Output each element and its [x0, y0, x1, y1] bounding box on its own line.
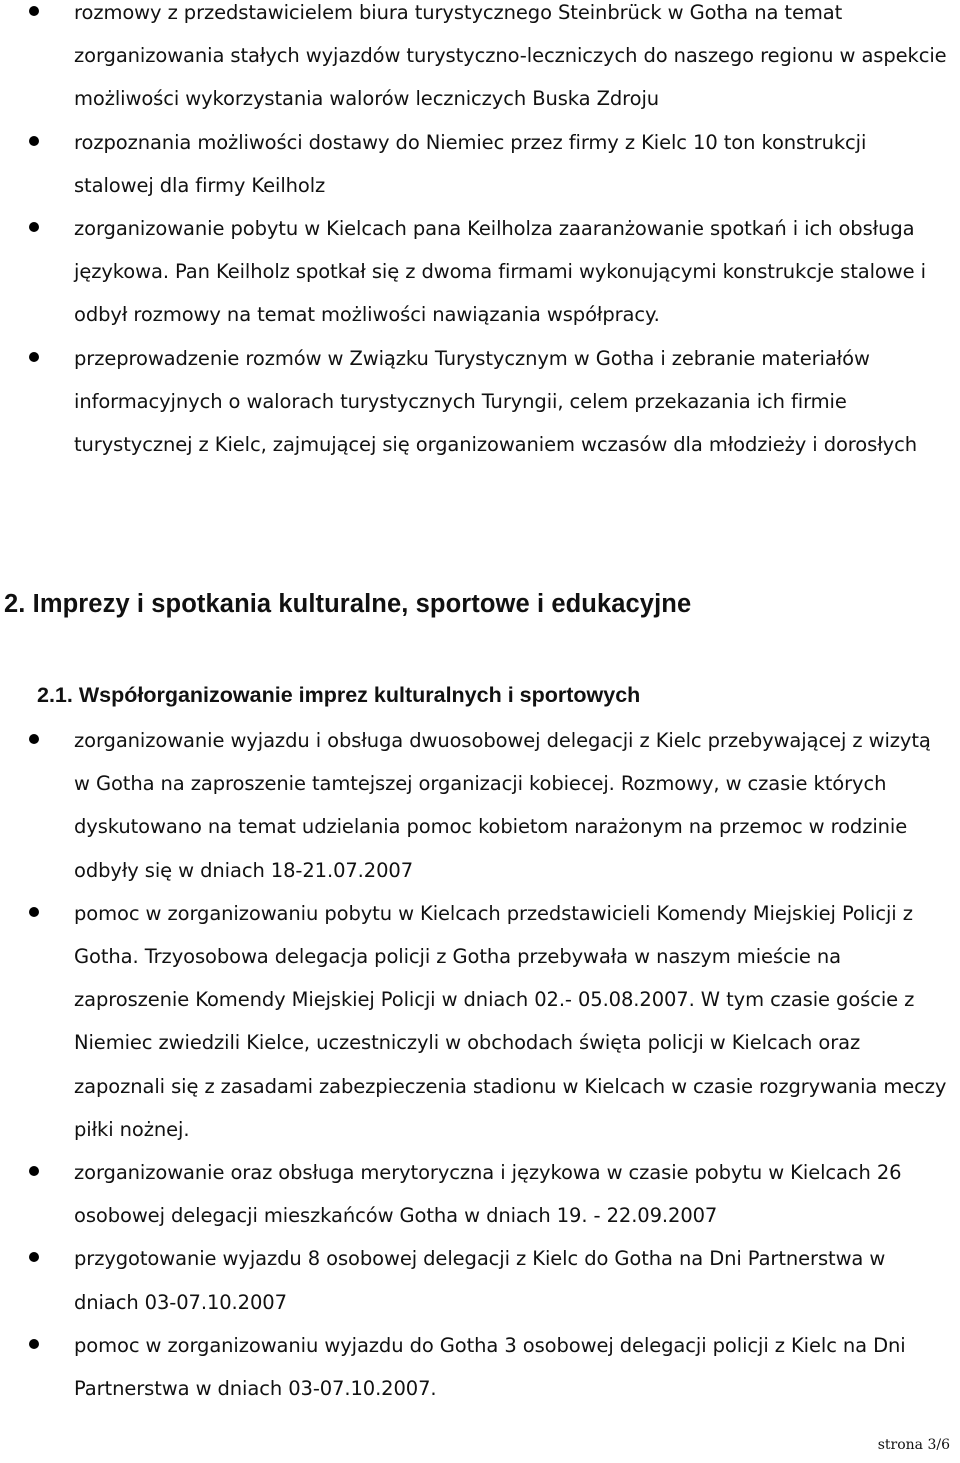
page-number: strona 3/6	[877, 1437, 950, 1453]
list-item: zorganizowanie pobytu w Kielcach pana Keilholza zaaranżowanie spotkań i ich obsługa językowa. Pan Keilholz spotkał się z dwoma firmami wykonującymi konstrukcje stalowe i odbył rozmowy na temat możliwości nawiązania współpracy.	[0, 207, 960, 337]
list-item: zorganizowanie oraz obsługa merytoryczna i językowa w czasie pobytu w Kielcach 26 osobowej delegacji mieszkańców Gotha w dniach 19. - 22.09.2007	[0, 1151, 960, 1237]
subsection-heading: 2.1. Współorganizowanie imprez kulturalnych i sportowych	[37, 683, 641, 707]
list-item: przeprowadzenie rozmów w Związku Turystycznym w Gotha i zebranie materiałów informacyjnych o walorach turystycznych Turyngii, celem przekazania ich firmie turystycznej z Kielc, zajmującej się organizowaniem wczasów dla młodzieży i dorosłych	[0, 337, 960, 467]
list-item: przygotowanie wyjazdu 8 osobowej delegacji z Kielc do Gotha na Dni Partnerstwa w dniach 03-07.10.2007	[0, 1237, 960, 1323]
list-item: pomoc w zorganizowaniu wyjazdu do Gotha 3 osobowej delegacji policji z Kielc na Dni Partnerstwa w dniach 03-07.10.2007.	[0, 1324, 960, 1410]
list-item: zorganizowanie wyjazdu i obsługa dwuosobowej delegacji z Kielc przebywającej z wizytą w Gotha na zaproszenie tamtejszej organizacji kobiecej. Rozmowy, w czasie których dyskutowano na temat udzielania pomoc kobietom narażonym na przemoc w rodzinie odbyły się w dniach 18-21.07.2007	[0, 719, 960, 892]
activity-list-top	[0, 0, 960, 466]
section-heading: 2. Imprezy i spotkania kulturalne, sportowe i edukacyjne	[4, 590, 692, 618]
activity-list-bottom	[0, 719, 960, 1410]
list-item: pomoc w zorganizowaniu pobytu w Kielcach przedstawicieli Komendy Miejskiej Policji z Gotha. Trzyosobowa delegacja policji z Gotha przebywała w naszym mieście na zaproszenie Komendy Miejskiej Policji w dniach 02.- 05.08.2007. W tym czasie goście z Niemiec zwiedzili Kielce, uczestniczyli w obchodach święta policji w Kielcach oraz zapoznali się z zasadami zabezpieczenia stadionu w Kielcach w czasie rozgrywania meczy piłki nożnej.	[0, 892, 960, 1151]
list-item: rozpoznania możliwości dostawy do Niemiec przez firmy z Kielc 10 ton konstrukcji stalowej dla firmy Keilholz	[0, 121, 960, 207]
list-item: rozmowy z przedstawicielem biura turystycznego Steinbrück w Gotha na temat zorganizowania stałych wyjazdów turystyczno-leczniczych do naszego regionu w aspekcie możliwości wykorzystania walorów leczniczych Buska Zdroju	[0, 0, 960, 121]
